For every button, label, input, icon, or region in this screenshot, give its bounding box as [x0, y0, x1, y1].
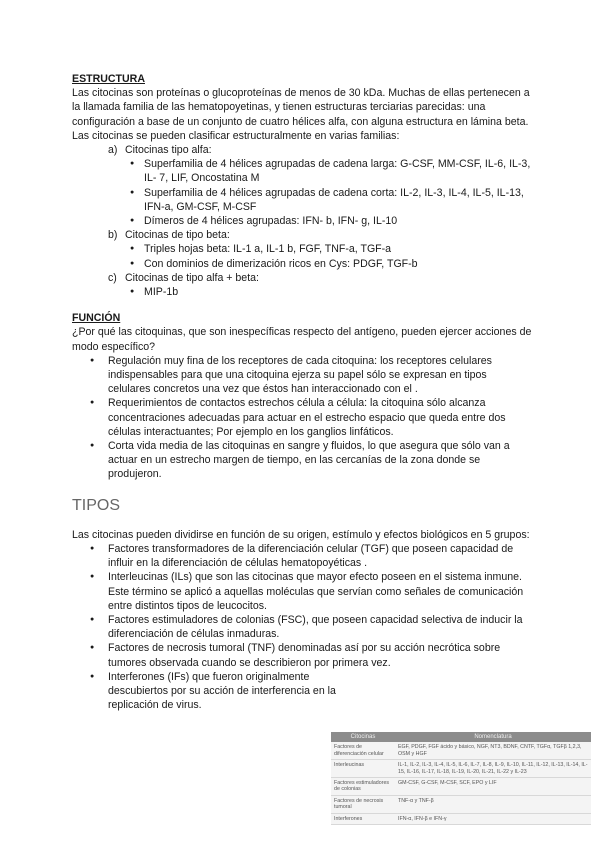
table-cell: Factores estimuladores de colonias	[331, 778, 395, 796]
table-cell: IFN-α, IFN-β e IFN-γ	[395, 813, 591, 824]
list-item: ● Interferones (IFs) que fueron originalmente descubiertos por su acción de interferencia en la replicación de virus.	[72, 670, 368, 713]
family-title: Citocinas de tipo beta:	[125, 229, 230, 242]
section-heading-tipos: TIPOS	[72, 496, 121, 514]
table-header: Citocinas	[331, 732, 395, 742]
list-item: ● Requerimientos de contactos estrechos célula a célula: la citoquina sólo alcanza concentraciones adecuadas para actuar en el estrecho espacio que queda entre dos células interactuantes; Por ejemplo en los ganglios linfáticos.	[72, 396, 532, 439]
table-cell: Interferones	[331, 813, 395, 824]
section-heading-funcion: FUNCIÓN	[72, 312, 121, 325]
table-row	[331, 778, 591, 796]
list-item: ● MIP-1b	[72, 285, 532, 299]
list-item: ● Dímeros de 4 hélices agrupadas: IFN- b, IFN- g, IL-10	[72, 214, 532, 228]
family-item	[72, 271, 532, 285]
list-item: ● Con dominios de dimerización ricos en Cys: PDGF, TGF-b	[72, 257, 532, 271]
list-item: ● Interleucinas (ILs) que son las citocinas que mayor efecto poseen en el sistema inmune. Este término se aplicó a aquellas moléculas que servían como señales de comunicación entre distintos tipos de leucocitos.	[72, 570, 532, 613]
family-subitems	[72, 157, 532, 228]
family-label: c)	[108, 271, 117, 284]
family-label: b)	[108, 229, 118, 242]
table-cell: Interleucinas	[331, 760, 395, 778]
table-header: Nomenclatura	[395, 732, 591, 742]
list-item: ● Triples hojas beta: IL-1 a, IL-1 b, FGF, TNF-a, TGF-a	[72, 242, 532, 256]
nomenclature-table	[331, 732, 591, 825]
section-heading-estructura: ESTRUCTURA	[72, 73, 145, 85]
document-page	[72, 72, 532, 712]
family-subitems	[72, 285, 532, 299]
table-row	[331, 795, 591, 813]
tipos-intro: Las citocinas pueden dividirse en función de su origen, estímulo y efectos biológicos en 5 grupos:	[72, 528, 530, 541]
funcion-question: ¿Por qué las citoquinas, que son inespecíficas respecto del antígeno, pueden ejercer acciones de modo específico?	[72, 326, 532, 353]
family-item	[72, 228, 532, 242]
family-item	[72, 143, 532, 157]
list-item: ● Regulación muy fina de los receptores de cada citoquina: los receptores celulares indispensables para que una citoquina ejerza su papel sólo se expresan en tipos celulares concretos una vez que éstos han interaccionado con el .	[72, 354, 532, 397]
family-subitems	[72, 242, 532, 270]
list-item: ● Factores transformadores de la diferenciación celular (TGF) que poseen capacidad de influir en la diferenciación de células hematopoyéticas .	[72, 542, 532, 570]
table-row	[331, 760, 591, 778]
list-item: ● Corta vida media de las citoquinas en sangre y fluidos, lo que asegura que sólo van a actuar en un estrecho margen de tiempo, en las cercanías de la zona donde se produjeron.	[72, 439, 532, 482]
estructura-classify: Las citocinas se pueden clasificar estructuralmente en varias familias:	[72, 129, 400, 142]
table-cell: GM-CSF, G-CSF, M-CSF, SCF, EPO y LIF	[395, 778, 591, 796]
table-cell: Factores de necrosis tumoral	[331, 795, 395, 813]
list-item: ● Superfamilia de 4 hélices agrupadas de cadena corta: IL-2, IL-3, IL-4, IL-5, IL-13, IFN-a, GM-CSF, M-CSF	[72, 186, 532, 214]
table-cell: Factores de diferenciación celular	[331, 742, 395, 759]
table-cell: TNF-α y TNF-β	[395, 795, 591, 813]
list-item: ● Factores estimuladores de colonias (FSC), que poseen capacidad selectiva de inducir la diferenciación de células inmaduras.	[72, 613, 532, 641]
family-label: a)	[108, 144, 118, 157]
family-list	[72, 271, 532, 285]
family-title: Citocinas de tipo alfa + beta:	[125, 271, 259, 284]
funcion-list	[72, 354, 532, 482]
table-row	[331, 813, 591, 824]
tipos-list	[72, 542, 532, 712]
list-item: ● Factores de necrosis tumoral (TNF) denominadas así por su acción necrótica sobre tumores observada cuando se describieron por primera vez.	[72, 641, 532, 669]
family-list	[72, 228, 532, 242]
table-row	[331, 742, 591, 759]
estructura-intro: Las citocinas son proteínas o glucoproteínas de menos de 30 kDa. Muchas de ellas pertenecen a la llamada familia de las hematopoyetinas, y tienen estructuras terciarias parecidas: una configuración a base de un conjunto de cuatro hélices alfa, con alguna estructura en lámina beta.	[72, 87, 530, 128]
table-cell: IL-1, IL-2, IL-3, IL-4, IL-5, IL-6, IL-7, IL-8, IL-9, IL-10, IL-11, IL-12, IL-13, IL-14, IL-15, IL-16, IL-17, IL-18, IL-19, IL-20, IL-21, IL-22 y IL-23	[395, 760, 591, 778]
family-list	[72, 143, 532, 157]
family-title: Citocinas tipo alfa:	[125, 144, 212, 157]
list-item: ● Superfamilia de 4 hélices agrupadas de cadena larga: G-CSF, MM-CSF, IL-6, IL-3, IL- 7, LIF, Oncostatina M	[72, 157, 532, 185]
table-cell: EGF, PDGF, FGF ácido y básico, NGF, NT3, BDNF, CNTF, TGFα, TGFβ 1,2,3, OSM y HGF	[395, 742, 591, 759]
